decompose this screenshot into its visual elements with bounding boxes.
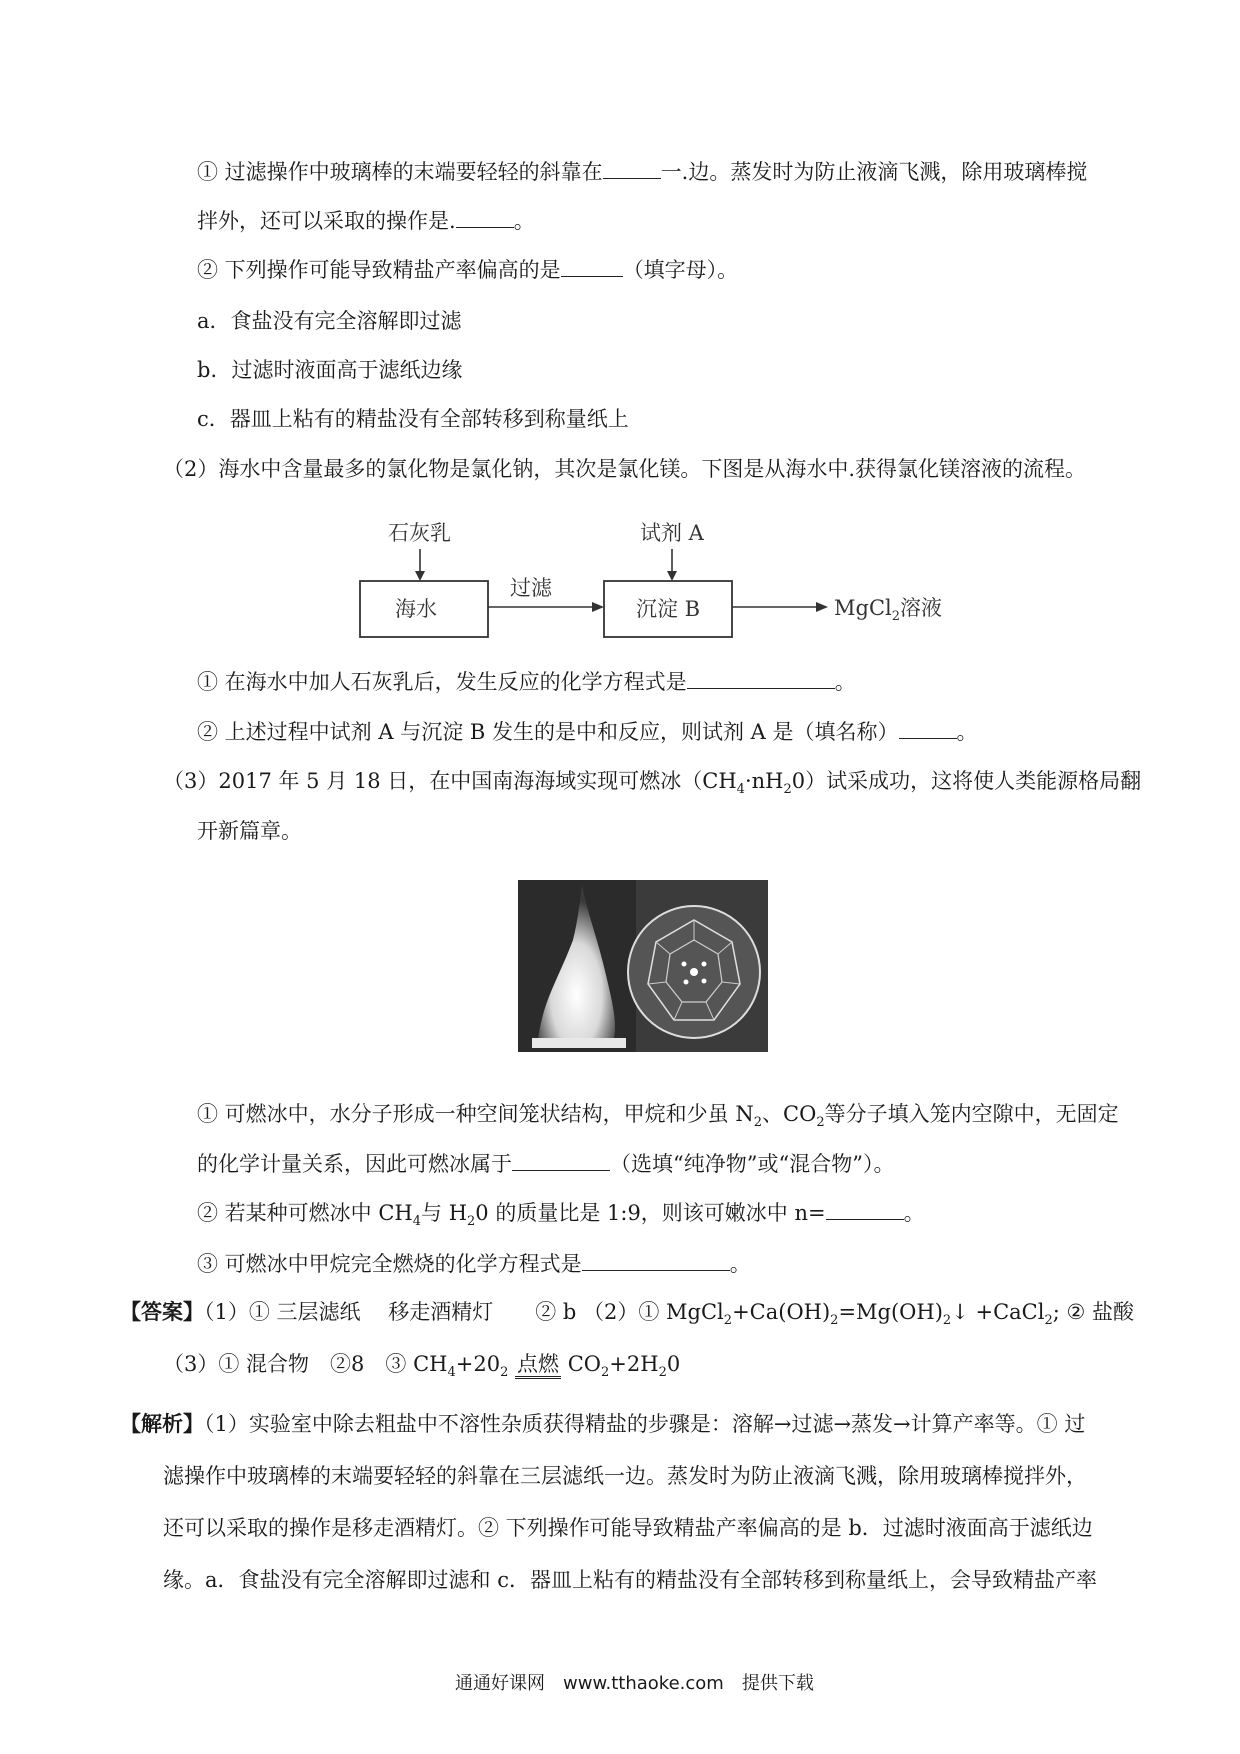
answer-blank[interactable] (512, 1150, 610, 1171)
methane-hydrogen (702, 979, 707, 984)
methane-hydrogen (682, 962, 687, 967)
arrow-head-1 (415, 571, 425, 581)
methane-carbon (690, 968, 698, 976)
answer-line-1: 【答案】（1）① 三层滤纸 移走酒精灯 ② b （2）① $MgCl_2+Ca(OH)_2=Mg(OH)_2↓$ +CaCl$_2$; ② 盐酸 (120, 1299, 1134, 1329)
q1-line-3: ② 下列操作可能导致精盐产率偏高的是 （填字母）。 (197, 258, 739, 282)
combustible-ice-figure (518, 880, 768, 1056)
q2-line-2: ② 上述过程中试剂 A 与沉淀 B 发生的是中和反应，则试剂 A 是（填名称） 。 (197, 720, 978, 744)
q1-line-2: 拌外，还可以采取的操作是. 。 (197, 209, 535, 233)
q2-intro: （2）海水中含量最多的氯化物是氯化钠，其次是氯化镁。下图是从海水中.获得氯化镁溶液的流程。 (163, 457, 1087, 481)
box-seawater-label: 海水 (395, 597, 437, 621)
analysis-label: 【解析】 (120, 1411, 204, 1436)
q3-line-2: 的化学计量关系，因此可燃冰属于 （选填“纯净物”或“混合物”）。 (197, 1152, 895, 1176)
answer-blank[interactable] (561, 256, 623, 277)
answer-blank[interactable] (899, 718, 957, 739)
option-b: b．过滤时液面高于滤纸边缘 (197, 358, 463, 382)
ice-base (532, 1038, 626, 1048)
arrow-head-3 (667, 571, 677, 581)
product-label: MgCl$_2$溶液 (834, 596, 943, 624)
answer-blank[interactable] (456, 207, 514, 228)
q3-line-1: ① 可燃冰中，水分子形成一种空间笼状结构，甲烷和少虽 $N_2$、$CO_2$等分子填入笼内空隙中，无固定 (197, 1102, 1119, 1131)
reagent-label-1: 石灰乳 (388, 521, 451, 545)
filter-label: 过滤 (510, 576, 552, 600)
q3-line-3: ② 若某种可燃冰中 $CH_4$与 $H_20$ 的质量比是 1:9，则该可嫩冰中 n= 。 (197, 1201, 925, 1230)
analysis-line-2: 滤操作中玻璃棒的末端要轻轻的斜靠在三层滤纸一边。蒸发时为防止液滴飞溅，除用玻璃棒搅拌外， (163, 1464, 1087, 1488)
q3-intro: （3）2017 年 5 月 18 日，在中国南海海域实现可燃冰$(CH_4\cdot nH_20)$试采成功，这将使人类能源格局翻 (163, 769, 1142, 798)
option-c: c．器皿上粘有的精盐没有全部转移到称量纸上 (197, 407, 629, 431)
methane-hydrogen (684, 980, 689, 985)
flow-diagram (350, 515, 960, 650)
q3-intro-2: 开新篇章。 (197, 819, 302, 843)
answer-line-2: （3）① 混合物 ②8 ③ $CH_4+20_2$ 点燃 $CO_2+2H_20$ (163, 1352, 681, 1381)
reaction-condition: 点燃 (515, 1352, 561, 1379)
methane-hydrogen (702, 962, 707, 967)
analysis-line-1: 【解析】（1）实验室中除去粗盐中不溶性杂质获得精盐的步骤是：溶解→过滤→蒸发→计算产率等。① 过 (120, 1411, 1086, 1436)
page-footer: 通通好课网 www.tthaoke.com 提供下载 (455, 1673, 814, 1694)
answer-blank[interactable] (826, 1199, 904, 1220)
analysis-line-4: 缘。a．食盐没有完全溶解即过滤和 c．器皿上粘有的精盐没有全部转移到称量纸上，会导致精盐产率 (163, 1568, 1097, 1592)
answer-label: 【答案】 (120, 1299, 204, 1324)
answer-blank[interactable] (687, 668, 835, 689)
box-precipitate-label: 沉淀 B (636, 597, 701, 621)
arrow-head-2 (592, 602, 604, 612)
q2-line-1: ① 在海水中加人石灰乳后，发生反应的化学方程式是 。 (197, 670, 856, 694)
answer-blank[interactable] (603, 158, 661, 179)
q1-line-1: ① 过滤操作中玻璃棒的末端要轻轻的斜靠在 一.边。蒸发时为防止液滴飞溅，除用玻璃棒搅 (197, 160, 1088, 184)
answer-blank[interactable] (582, 1250, 730, 1271)
reagent-label-2: 试剂 A (640, 521, 704, 545)
q3-line-4: ③ 可燃冰中甲烷完全燃烧的化学方程式是 。 (197, 1252, 751, 1276)
option-a: a．食盐没有完全溶解即过滤 (197, 309, 462, 333)
arrow-head-4 (816, 602, 828, 612)
analysis-line-3: 还可以采取的操作是移走酒精灯。② 下列操作可能导致精盐产率偏高的是 b．过滤时液面高于滤纸边 (163, 1516, 1093, 1540)
